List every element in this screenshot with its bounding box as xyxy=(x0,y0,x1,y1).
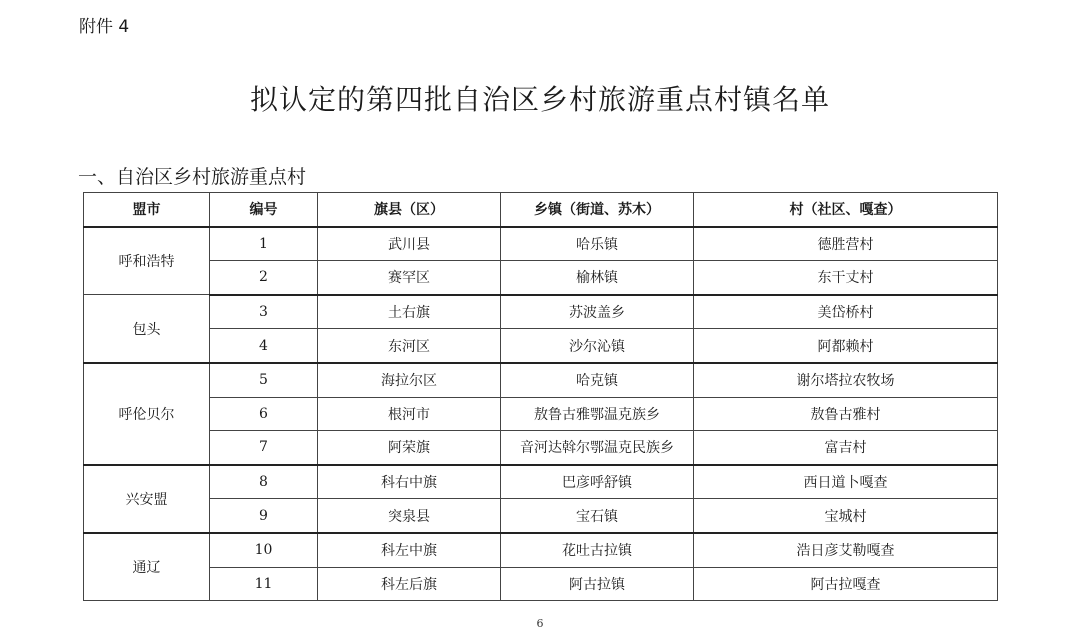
header-town: 乡镇（街道、苏木） xyxy=(501,193,694,227)
number-cell: 2 xyxy=(210,261,318,295)
village-cell: 东干丈村 xyxy=(694,261,998,295)
village-cell: 德胜营村 xyxy=(694,227,998,261)
table-row xyxy=(84,533,998,567)
village-cell: 美岱桥村 xyxy=(694,295,998,329)
header-county: 旗县（区） xyxy=(318,193,501,227)
table-row xyxy=(84,499,998,533)
town-cell: 音河达斡尔鄂温克民族乡 xyxy=(501,431,694,465)
town-cell: 沙尔沁镇 xyxy=(501,329,694,363)
county-cell: 土右旗 xyxy=(318,295,501,329)
number-cell: 4 xyxy=(210,329,318,363)
town-cell: 哈克镇 xyxy=(501,363,694,397)
table-row xyxy=(84,431,998,465)
county-cell: 科右中旗 xyxy=(318,465,501,499)
county-cell: 东河区 xyxy=(318,329,501,363)
attachment-label: 附件 4 xyxy=(79,17,130,37)
table-header-row xyxy=(84,193,998,227)
page-number: 6 xyxy=(536,617,544,630)
town-cell: 哈乐镇 xyxy=(501,227,694,261)
number-cell: 9 xyxy=(210,499,318,533)
town-cell: 巴彦呼舒镇 xyxy=(501,465,694,499)
league-cell: 呼和浩特 xyxy=(84,227,210,295)
village-cell: 敖鲁古雅村 xyxy=(694,397,998,431)
table-row xyxy=(84,329,998,363)
number-cell: 7 xyxy=(210,431,318,465)
number-cell: 3 xyxy=(210,295,318,329)
town-cell: 敖鲁古雅鄂温克族乡 xyxy=(501,397,694,431)
county-cell: 武川县 xyxy=(318,227,501,261)
header-village: 村（社区、嘎查） xyxy=(694,193,998,227)
table-row xyxy=(84,227,998,261)
village-cell: 西日道卜嘎查 xyxy=(694,465,998,499)
league-cell: 兴安盟 xyxy=(84,465,210,533)
town-cell: 宝石镇 xyxy=(501,499,694,533)
league-cell: 呼伦贝尔 xyxy=(84,363,210,465)
county-cell: 突泉县 xyxy=(318,499,501,533)
village-cell: 富吉村 xyxy=(694,431,998,465)
table-row xyxy=(84,261,998,295)
county-cell: 科左中旗 xyxy=(318,533,501,567)
number-cell: 6 xyxy=(210,397,318,431)
table-row xyxy=(84,295,998,329)
county-cell: 阿荣旗 xyxy=(318,431,501,465)
town-cell: 花吐古拉镇 xyxy=(501,533,694,567)
county-cell: 根河市 xyxy=(318,397,501,431)
table-row xyxy=(84,363,998,397)
number-cell: 10 xyxy=(210,533,318,567)
section-title: 一、自治区乡村旅游重点村 xyxy=(78,166,307,188)
village-cell: 阿古拉嘎查 xyxy=(694,567,998,601)
league-cell: 通辽 xyxy=(84,533,210,601)
number-cell: 5 xyxy=(210,363,318,397)
village-table xyxy=(83,192,998,601)
number-cell: 1 xyxy=(210,227,318,261)
header-league: 盟市 xyxy=(84,193,210,227)
village-cell: 谢尔塔拉农牧场 xyxy=(694,363,998,397)
league-cell: 包头 xyxy=(84,295,210,363)
table-row xyxy=(84,397,998,431)
county-cell: 科左后旗 xyxy=(318,567,501,601)
table-row xyxy=(84,567,998,601)
number-cell: 8 xyxy=(210,465,318,499)
town-cell: 榆林镇 xyxy=(501,261,694,295)
county-cell: 赛罕区 xyxy=(318,261,501,295)
village-cell: 浩日彦艾勒嘎查 xyxy=(694,533,998,567)
village-cell: 阿都赖村 xyxy=(694,329,998,363)
county-cell: 海拉尔区 xyxy=(318,363,501,397)
town-cell: 苏波盖乡 xyxy=(501,295,694,329)
village-cell: 宝城村 xyxy=(694,499,998,533)
town-cell: 阿古拉镇 xyxy=(501,567,694,601)
header-number: 编号 xyxy=(210,193,318,227)
number-cell: 11 xyxy=(210,567,318,601)
table-row xyxy=(84,465,998,499)
document-title: 拟认定的第四批自治区乡村旅游重点村镇名单 xyxy=(249,83,830,116)
